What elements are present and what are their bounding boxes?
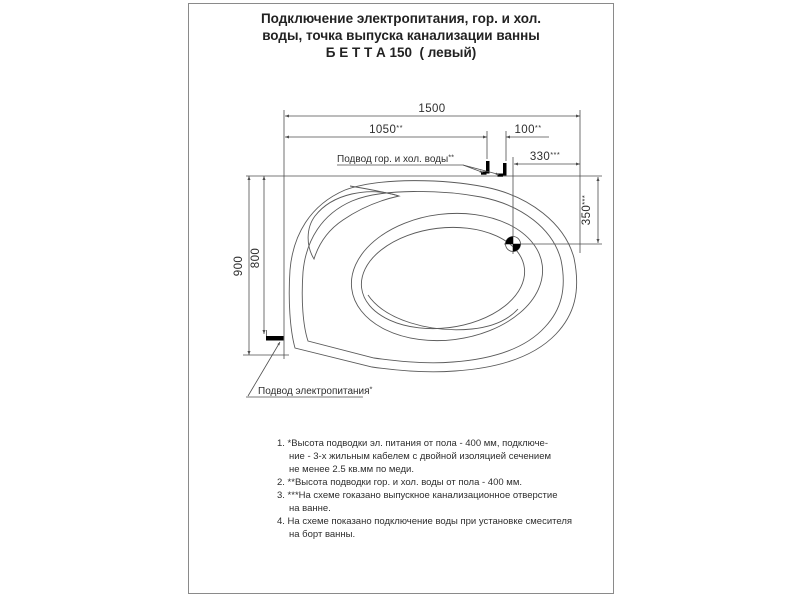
- dim-350-label: 350***: [580, 194, 593, 226]
- note-line: 1. *Высота подводки эл. питания от пола - 400 мм, подключе-: [277, 438, 548, 449]
- dim-330-label: 330***: [529, 150, 561, 163]
- note-line: 2. **Высота подводки гор. и хол. воды от пола - 400 мм.: [277, 477, 523, 488]
- title-line-1: Подключение электропитания, гор. и хол.: [260, 11, 542, 26]
- drain-symbol: [506, 237, 521, 252]
- bathtub-outer-contour: [289, 181, 576, 372]
- note-line: 3. ***На схеме гоказано выпускное канализационное отверстие: [277, 490, 558, 501]
- note-line: не менее 2.5 кв.мм по меди.: [289, 464, 414, 475]
- basin-outer-edge: [344, 203, 550, 351]
- dim-800-label: 800: [250, 247, 262, 269]
- water-supply-label: Подвод гор. и хол. воды**: [337, 152, 455, 165]
- note-line: на борт ванны.: [289, 529, 356, 540]
- power-supply-label: Подвод электропитания*: [258, 384, 373, 397]
- title-line-3: Б Е Т Т А 150 ( левый): [325, 45, 477, 60]
- dim-1500-label: 1500: [418, 103, 446, 115]
- dim-1050-label: 1050**: [369, 123, 403, 136]
- power-supply-symbol: [266, 330, 284, 341]
- dim-900-label: 900: [233, 255, 245, 277]
- note-line: на ванне.: [289, 503, 331, 514]
- bathtub-top-view: [289, 181, 576, 372]
- note-line: 4. На схеме показано подключение воды при установке смесителя: [277, 516, 573, 527]
- title-line-2: воды, точка выпуска канализации ванны: [262, 28, 540, 43]
- dim-100-label: 100**: [514, 123, 542, 136]
- headrest: [308, 192, 399, 259]
- note-line: ние - 3-х жильным кабелем с двойной изоляцией сечением: [289, 451, 552, 462]
- notes-block: [277, 437, 607, 541]
